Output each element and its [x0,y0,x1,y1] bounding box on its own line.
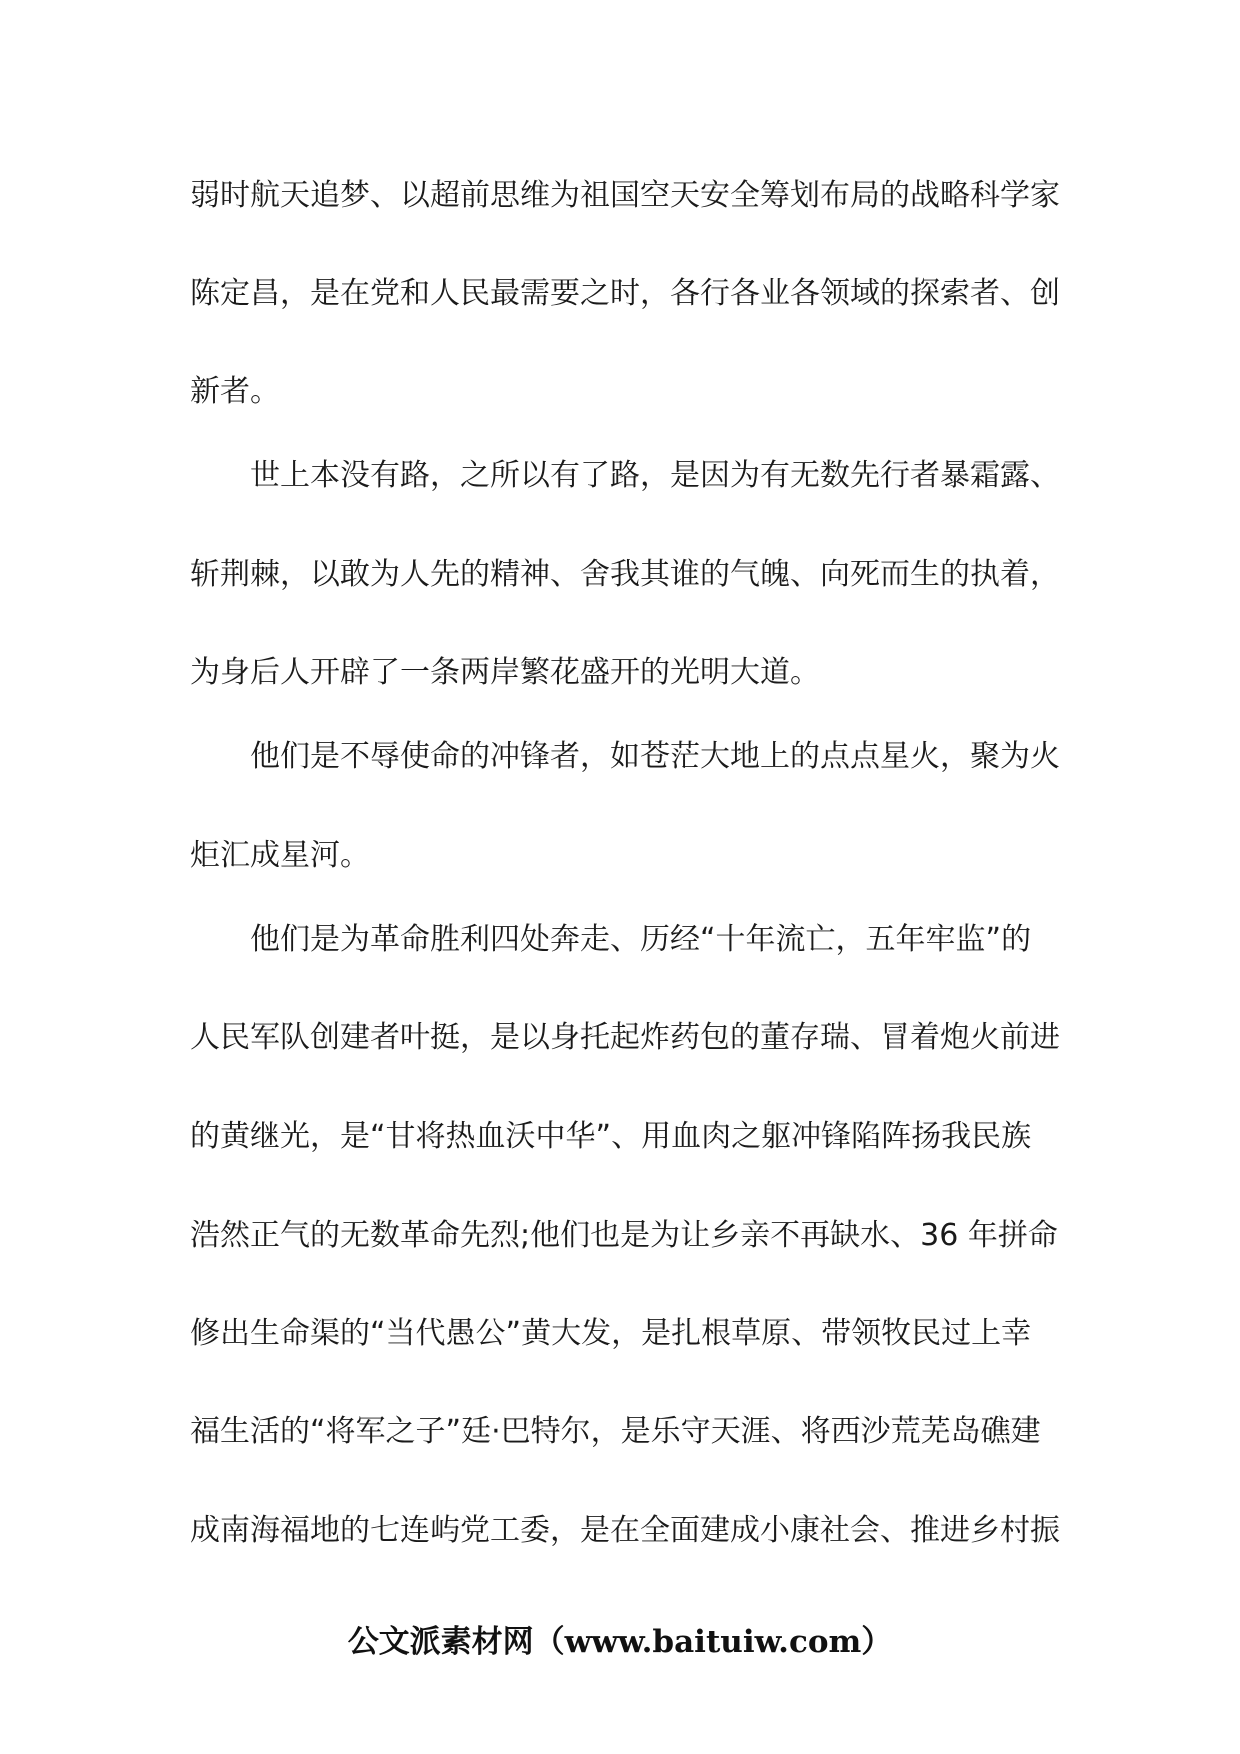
footer-watermark: 公文派素材网（www.baituiw.com） [347,1624,893,1660]
text-line: 成南海福地的七连屿党工委，是在全面建成小康社会、推进乡村振 [190,1513,1060,1548]
text-line: 弱时航天追梦、以超前思维为祖国空天安全筹划布局的战略科学家 [190,178,1060,213]
text-line: 陈定昌，是在党和人民最需要之时，各行各业各领域的探索者、创 [190,276,1060,311]
paragraph-first-line: 他们是为革命胜利四处奔走、历经“十年流亡，五年牢监”的 [250,922,1032,957]
text-line: 修出生命渠的“当代愚公”黄大发，是扎根草原、带领牧民过上幸 [190,1316,1032,1351]
text-line: 人民军队创建者叶挺，是以身托起炸药包的董存瑞、冒着炮火前进 [190,1020,1060,1055]
text-line: 福生活的“将军之子”廷·巴特尔，是乐守天涯、将西沙荒芜岛礁建 [190,1414,1041,1449]
paragraph-first-line: 世上本没有路，之所以有了路，是因为有无数先行者暴霜露、 [250,458,1060,493]
text-line: 炬汇成星河。 [190,838,370,873]
text-line: 新者。 [190,374,280,409]
text-line: 为身后人开辟了一条两岸繁花盛开的光明大道。 [190,655,820,690]
paragraph-first-line: 他们是不辱使命的冲锋者，如苍茫大地上的点点星火，聚为火 [250,739,1060,774]
text-line: 的黄继光，是“甘将热血沃中华”、用血肉之躯冲锋陷阵扬我民族 [190,1119,1032,1154]
text-line: 斩荆棘，以敢为人先的精神、舍我其谁的气魄、向死而生的执着， [190,557,1060,592]
text-line: 浩然正气的无数革命先烈;他们也是为让乡亲不再缺水、36 年拼命 [190,1218,1058,1253]
